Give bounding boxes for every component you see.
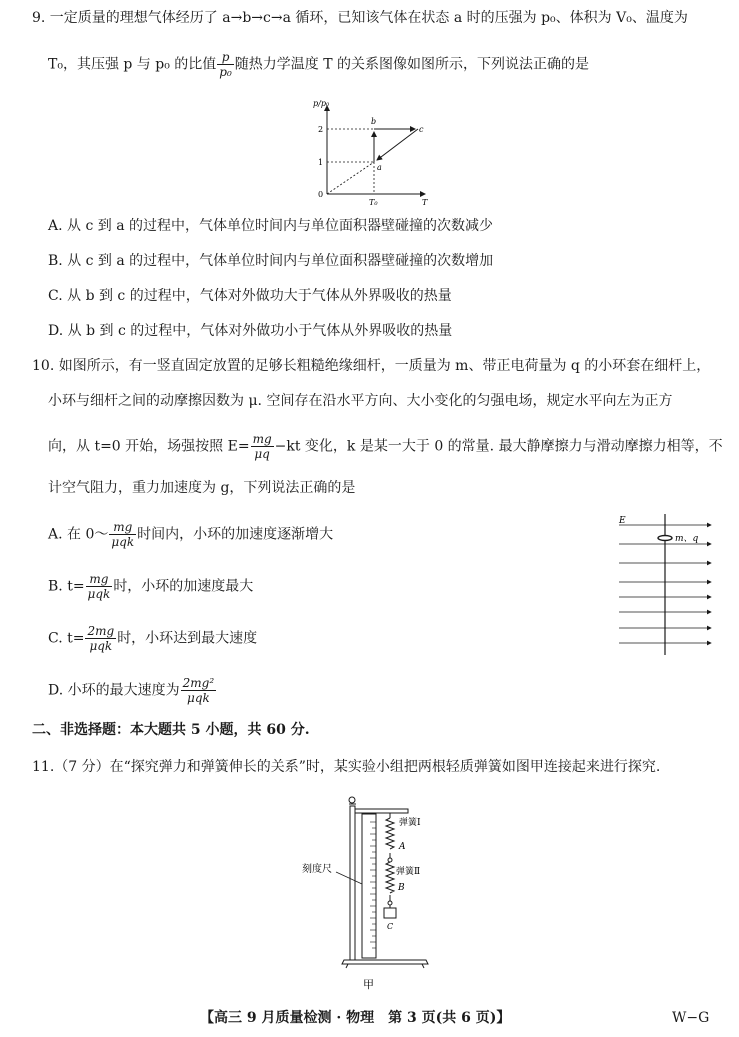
q9-fraction — [217, 50, 234, 79]
q10-stem-line1: 10. 如图所示，有一竖直固定放置的足够长粗糙绝缘细杆，一质量为 m、带正电荷量为 q 的小环套在细杆上， — [32, 358, 711, 374]
q10-stem-line3 — [48, 432, 723, 461]
spring-1 — [386, 818, 394, 849]
q11-stem: 11.（7 分）在“探究弹力和弹簧伸长的关系”时，某实验小组把两根轻质弹簧如图甲连接起来进行探究. — [32, 759, 661, 775]
q10-option-d — [48, 676, 217, 705]
label-c: C — [387, 922, 394, 931]
q10-option-b-frac — [86, 572, 113, 601]
q10-stem-line4: 计空气阻力，重力加速度为 g，下列说法正确的是 — [48, 480, 356, 496]
label-spring-1: 弹簧Ⅰ — [399, 818, 421, 828]
q10-option-d-frac — [181, 676, 217, 705]
label-b: B — [398, 883, 405, 893]
q10-option-a — [48, 520, 333, 549]
dash-origin — [327, 162, 374, 194]
ruler-leader — [336, 872, 362, 884]
q9-stem-line1: 9. 一定质量的理想气体经历了 a→b→c→a 循环，已知该气体在状态 a 时的压强为 p₀、体积为 V₀、温度为 — [32, 10, 688, 26]
figure-caption: 甲 — [363, 978, 374, 991]
ring — [658, 536, 672, 541]
q10-option-b-pre: B. t= — [48, 578, 85, 595]
q10-stem-line3-b: −kt 变化，k 是某一大于 0 的常量. 最大静摩擦力与滑动摩擦力相等，不 — [274, 438, 723, 455]
field-label-E: E — [619, 516, 626, 526]
pointer-a — [388, 858, 392, 862]
ring-label: m、q — [675, 534, 699, 544]
x-axis-label: T — [422, 198, 428, 207]
path-ca — [377, 129, 418, 160]
q9-pT-graph — [305, 96, 435, 208]
point-a: a — [377, 163, 382, 172]
y-tick-2: 2 — [318, 125, 324, 134]
q10-stem-line3-a: 向，从 t=0 开始，场强按照 E= — [48, 438, 250, 455]
q9-option-a: A. 从 c 到 a 的过程中，气体单位时间内与单位面积器壁碰撞的次数减少 — [48, 218, 493, 234]
stand-base — [342, 960, 428, 964]
label-a: A — [399, 842, 406, 852]
q10-option-a-num: mg — [109, 520, 136, 535]
q11-spring-figure — [300, 792, 440, 998]
pointer-b — [388, 901, 392, 905]
q10-option-b-post: 时，小环的加速度最大 — [113, 578, 254, 595]
q10-option-c-pre: C. t= — [48, 630, 85, 647]
footer-page-info: 【高三 9 月质量检测 · 物理 第 3 页(共 6 页)】 — [200, 1010, 511, 1026]
q9-stem-line2 — [48, 50, 589, 79]
q10-option-c-post: 时，小环达到最大速度 — [117, 630, 258, 647]
ruler — [362, 814, 376, 958]
q10-field-num: mg — [252, 432, 272, 446]
q9-frac-num: p — [217, 50, 234, 65]
q9-option-c: C. 从 b 到 c 的过程中，气体对外做功大于气体从外界吸收的热量 — [48, 288, 452, 304]
section-2-heading: 二、非选择题：本大题共 5 小题，共 60 分. — [32, 722, 310, 738]
q10-option-a-post: 时间内，小环的加速度逐渐增大 — [137, 526, 334, 543]
y-tick-1: 1 — [318, 158, 324, 167]
q10-option-d-den: μqk — [187, 691, 210, 705]
spring-2 — [386, 862, 394, 893]
footer-code: W−G — [672, 1010, 710, 1026]
q10-option-b — [48, 572, 253, 601]
q9-stem-line2-a: T₀，其压强 p 与 p₀ 的比值 — [48, 56, 217, 73]
q10-option-c-num: 2mg — [87, 624, 115, 638]
label-spring-2: 弹簧Ⅱ — [396, 867, 421, 877]
y-axis-label: p/p₀ — [313, 99, 330, 108]
q9-option-b: B. 从 c 到 a 的过程中，气体单位时间内与单位面积器壁碰撞的次数增加 — [48, 253, 494, 269]
q10-option-b-den: μqk — [87, 587, 111, 601]
origin-label: 0 — [318, 190, 324, 199]
x-tick-T0: T₀ — [369, 198, 378, 207]
q10-option-d-pre: D. 小环的最大速度为 — [48, 682, 180, 699]
q10-field-figure — [617, 512, 715, 657]
q10-option-a-pre: A. 在 0～ — [48, 526, 109, 543]
q10-option-c-den: μqk — [89, 639, 113, 653]
stand-pole — [350, 806, 355, 960]
q10-option-a-frac — [109, 520, 136, 549]
q9-stem-line2-b: 随热力学温度 T 的关系图像如图所示，下列说法正确的是 — [234, 56, 590, 73]
q10-option-d-num: 2mg² — [182, 676, 215, 690]
q10-option-c — [48, 624, 257, 653]
point-c: c — [419, 125, 424, 134]
q10-option-b-num: mg — [86, 572, 113, 587]
q9-option-d: D. 从 b 到 c 的过程中，气体对外做功小于气体从外界吸收的热量 — [48, 323, 453, 339]
q10-option-a-den: μqk — [111, 535, 135, 549]
q10-option-c-frac — [85, 624, 116, 653]
q10-field-fraction — [251, 432, 274, 461]
clamp-knob — [349, 797, 355, 803]
label-ruler: 刻度尺 — [302, 864, 332, 875]
q10-field-den: μq — [254, 447, 270, 461]
q9-frac-den: p₀ — [219, 65, 232, 79]
weight — [384, 908, 396, 918]
point-b: b — [371, 117, 377, 126]
stand-arm — [355, 809, 408, 813]
q10-stem-line2: 小环与细杆之间的动摩擦因数为 μ. 空间存在沿水平方向、大小变化的匀强电场，规定水平向左为正方 — [48, 393, 673, 409]
